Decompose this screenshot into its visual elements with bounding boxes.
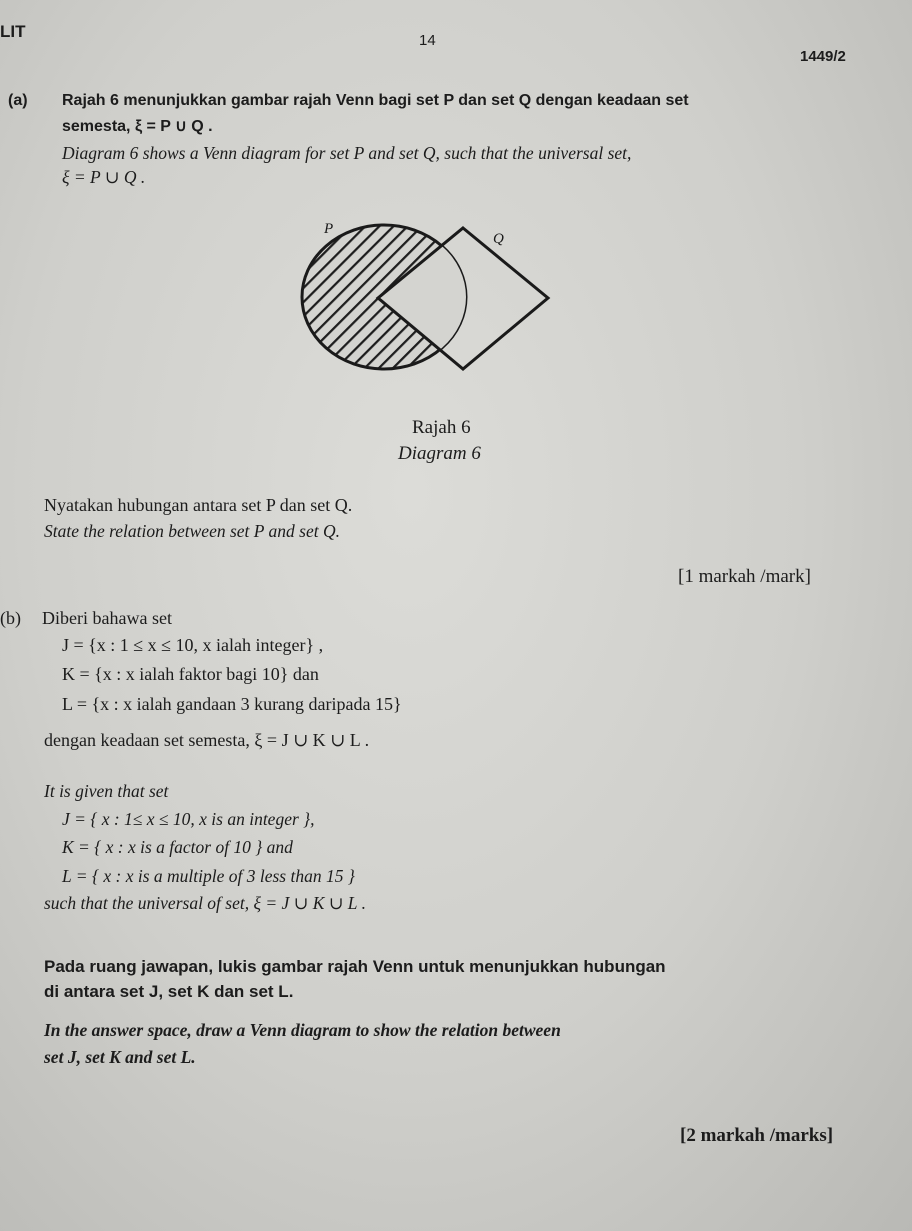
- universal-set-en: such that the universal of set, ξ = J ∪ K ∪ L .: [44, 893, 366, 913]
- set-k-en: K = { x : x is a factor of 10 } and: [62, 837, 293, 857]
- task-ms-line1: Pada ruang jawapan, lukis gambar rajah Venn untuk menunjukkan hubungan: [44, 957, 666, 976]
- diagram-caption-ms: Rajah 6: [412, 417, 471, 438]
- part-b-ms-intro: Diberi bahawa set: [42, 608, 172, 628]
- set-j-en: J = { x : 1≤ x ≤ 10, x is an integer },: [62, 809, 315, 829]
- part-a-ms-line1: Rajah 6 menunjukkan gambar rajah Venn bagi set P dan set Q dengan keadaan set: [62, 92, 689, 109]
- set-k-ms: K = {x : x ialah faktor bagi 10} dan: [62, 664, 319, 684]
- part-a-question-ms: Nyatakan hubungan antara set P dan set Q.: [44, 495, 353, 515]
- part-b-label: (b): [0, 608, 21, 628]
- venn-diagram-6: [290, 215, 560, 385]
- part-b-en-intro: It is given that set: [44, 781, 169, 801]
- set-q-label: Q: [493, 231, 504, 247]
- paper-code: 1449/2: [800, 48, 846, 65]
- set-j-ms: J = {x : 1 ≤ x ≤ 10, x ialah integer} ,: [62, 635, 324, 655]
- task-en-line1: In the answer space, draw a Venn diagram to show the relation between: [44, 1020, 561, 1040]
- task-en-line2: set J, set K and set L.: [44, 1047, 196, 1067]
- page-number: 14: [419, 32, 436, 49]
- task-ms-line2: di antara set J, set K dan set L.: [44, 982, 294, 1001]
- part-a-en-line1: Diagram 6 shows a Venn diagram for set P and set Q, such that the universal set,: [62, 143, 632, 163]
- set-l-ms: L = {x : x ialah gandaan 3 kurang daripada 15}: [62, 694, 402, 714]
- part-a-ms-line2: semesta, ξ = P ∪ Q .: [62, 118, 213, 135]
- part-b-marks: [2 markah /marks]: [680, 1125, 834, 1146]
- diagram-caption-en: Diagram 6: [398, 443, 481, 464]
- set-p-label: P: [324, 221, 334, 237]
- part-a-en-line2: ξ = P ∪ Q .: [62, 167, 146, 187]
- part-a-question-en: State the relation between set P and set Q.: [44, 521, 340, 541]
- universal-set-ms: dengan keadaan set semesta, ξ = J ∪ K ∪ L .: [44, 730, 370, 750]
- part-a-marks: [1 markah /mark]: [678, 566, 811, 587]
- corner-label: LIT: [0, 22, 26, 41]
- part-a-label: (a): [8, 92, 28, 109]
- set-l-en: L = { x : x is a multiple of 3 less than 15 }: [62, 866, 355, 886]
